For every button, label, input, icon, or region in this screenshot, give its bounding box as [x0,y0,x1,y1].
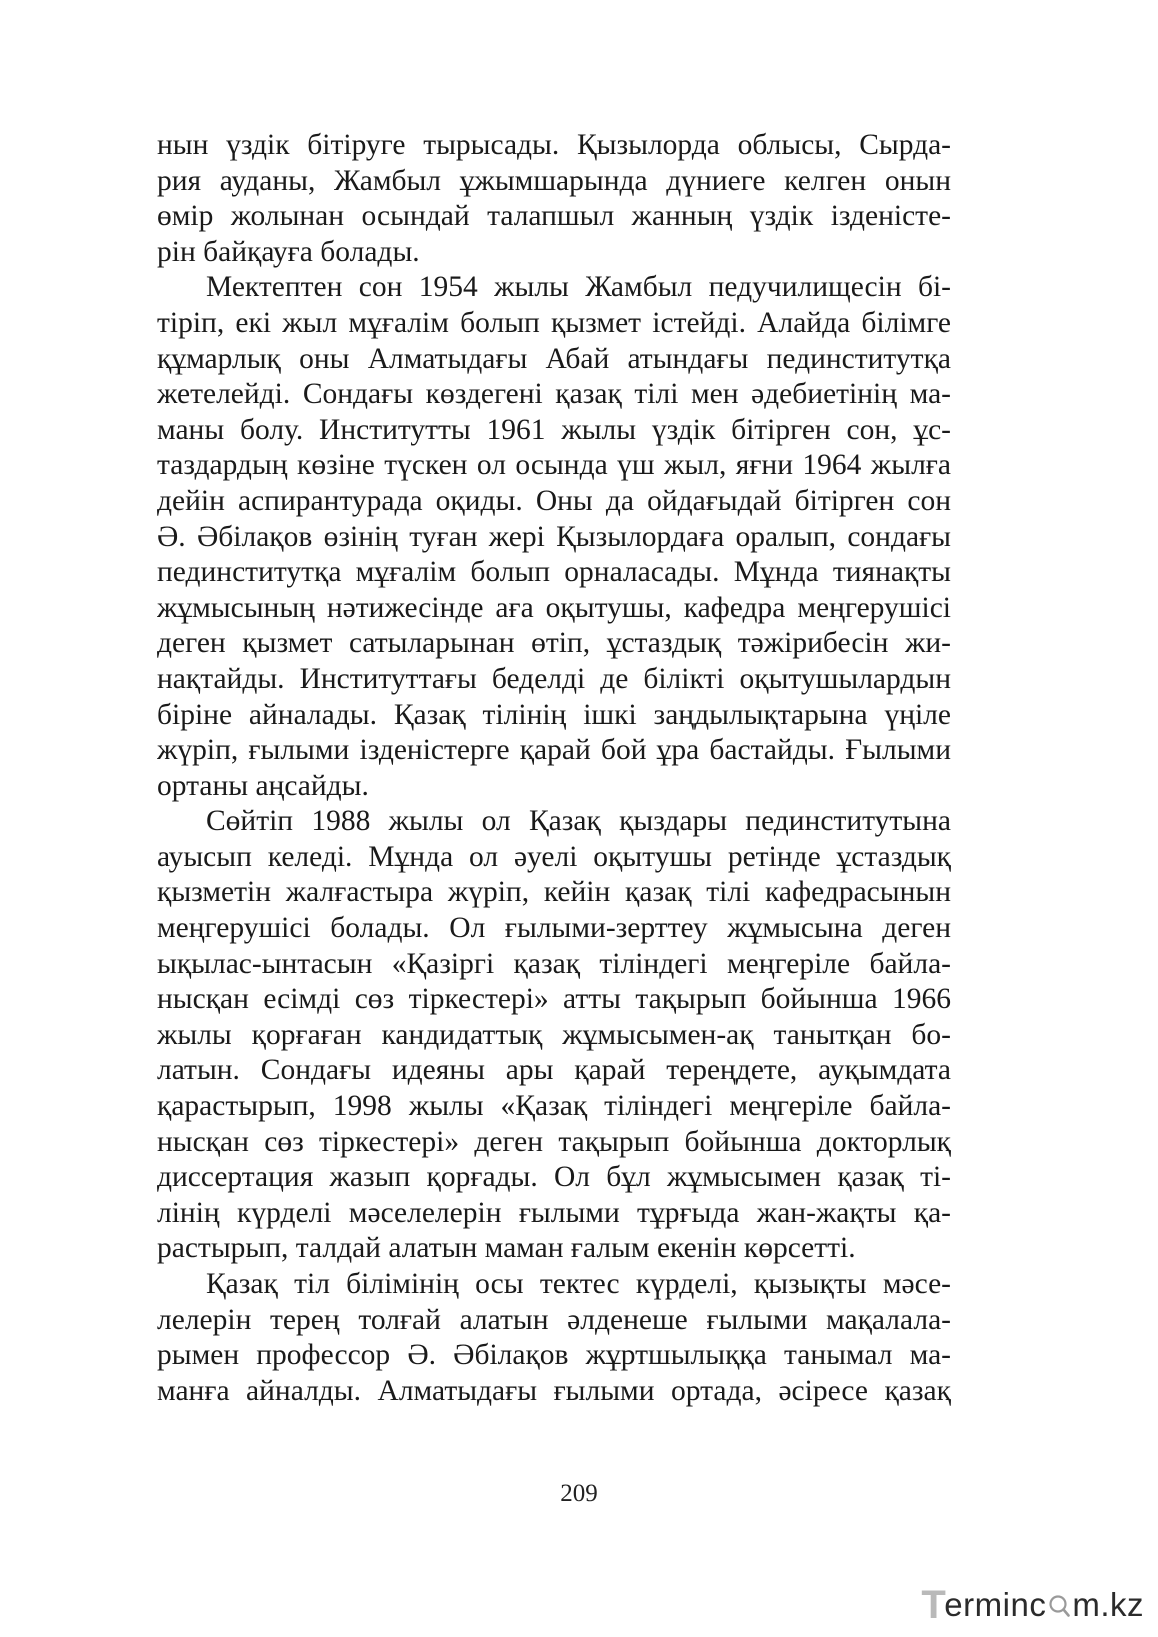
text-line: ықылас-ынтасын «Қазіргі қазақ тіліндегі меңгеріле байла- [157,947,951,980]
watermark-text-suffix: m.kz [1072,1586,1144,1623]
text-line: Ә. Әбілақов өзінің туған жері Қызылордаға оралып, сондағы [157,520,951,553]
text-line: рымен профессор Ә. Әбілақов жұртшылыққа танымал ма- [157,1339,951,1372]
page-number: 209 [560,1480,598,1507]
text-line: өмір жолынан осындай талапшыл жанның үздік ізденісте- [157,200,951,233]
text-line: жылы қорғаған кандидаттық жұмысымен-ақ танытқан бо- [157,1018,951,1051]
text-line: пединститутқа мұғалім болып орналасады. Мұнда тиянақты [157,556,951,589]
text-line: тіріп, екі жыл мұғалім болып қызмет істейді. Алайда білімге [157,306,951,339]
text-line: қарастырып, 1998 жылы «Қазақ тіліндегі меңгеріле байла- [157,1090,951,1123]
watermark-t-letter: T [921,1582,947,1627]
text-line: рін байқауға болады. [157,235,420,268]
text-line: деген қызмет сатыларынан өтіп, ұстаздық тәжірибесін жи- [157,627,951,660]
text-line: меңгерушісі болады. Ол ғылыми-зерттеу жұмысына деген [157,912,951,945]
text-line: рия ауданы, Жамбыл ұжымшарында дүниеге келген онын [157,164,951,197]
text-line: маны болу. Институтты 1961 жылы үздік бітірген сон, ұс- [157,413,951,446]
text-line: біріне айналады. Қазақ тілінің ішкі заңдылықтарына үңіле [157,698,951,731]
text-line: манға айналды. Алматыдағы ғылыми ортада, әсіресе қазақ [157,1374,951,1407]
text-line: нын үздік бітіруге тырысады. Қызылорда облысы, Сырда- [157,129,951,161]
text-line: жұмысының нәтижесінде аға оқытушы, кафедра меңгерушісі [157,591,951,624]
text-line: лелерін терең толғай алатын әлденеше ғылыми мақалала- [157,1303,951,1336]
text-line: жетелейді. Сондағы көздегені қазақ тілі мен әдебиетінің ма- [157,378,951,411]
text-line: дейін аспирантурада оқиды. Оны да ойдағыдай бітірген сон [157,484,951,517]
text-line: Сөйтіп 1988 жылы ол Қазақ қыздары пединститутына [206,805,951,838]
text-line: ауысып келеді. Мұнда ол әуелі оқытушы ретінде ұстаздық [157,840,951,873]
text-line: диссертация жазып қорғады. Ол бұл жұмысымен қазақ ті- [157,1161,951,1194]
text-line: құмарлық оны Алматыдағы Абай атындағы пединститутқа [157,342,951,375]
text-line: қызметін жалғастыра жүріп, кейін қазақ тілі кафедрасынын [157,876,951,909]
text-line: растырып, талдай алатын маман ғалым екенін көрсетті. [157,1232,856,1265]
text-line: жүріп, ғылыми ізденістерге қарай бой ұра бастайды. Ғылыми [157,734,951,767]
text-line: нысқан есімді сөз тіркестері» атты тақырып бойынша 1966 [157,983,951,1016]
text-line: нақтайды. Институттағы беделді де білікті оқытушылардын [157,662,951,695]
text-line: латын. Сондағы идеяны ары қарай тереңдете, ауқымдата [157,1054,951,1087]
body-text [157,128,951,1409]
text-line: таздардың көзіне түскен ол осында үш жыл, яғни 1964 жылға [157,449,951,482]
magnifier-icon [1048,1594,1070,1616]
watermark-text-middle: erminc [944,1586,1047,1623]
text-line: нысқан сөз тіркестері» деген тақырып бойынша докторлық [157,1125,951,1158]
text-line: Қазақ тіл білімінің осы тектес күрделі, қызықты мәсе- [206,1268,951,1300]
text-line: лінің күрделі мәселелерін ғылыми тұрғыда жан-жақты қа- [157,1196,951,1229]
text-line: ортаны аңсайды. [157,769,369,802]
text-line: Мектептен сон 1954 жылы Жамбыл педучилищесін бі- [206,271,951,304]
termincom-watermark[interactable] [921,1583,1144,1627]
